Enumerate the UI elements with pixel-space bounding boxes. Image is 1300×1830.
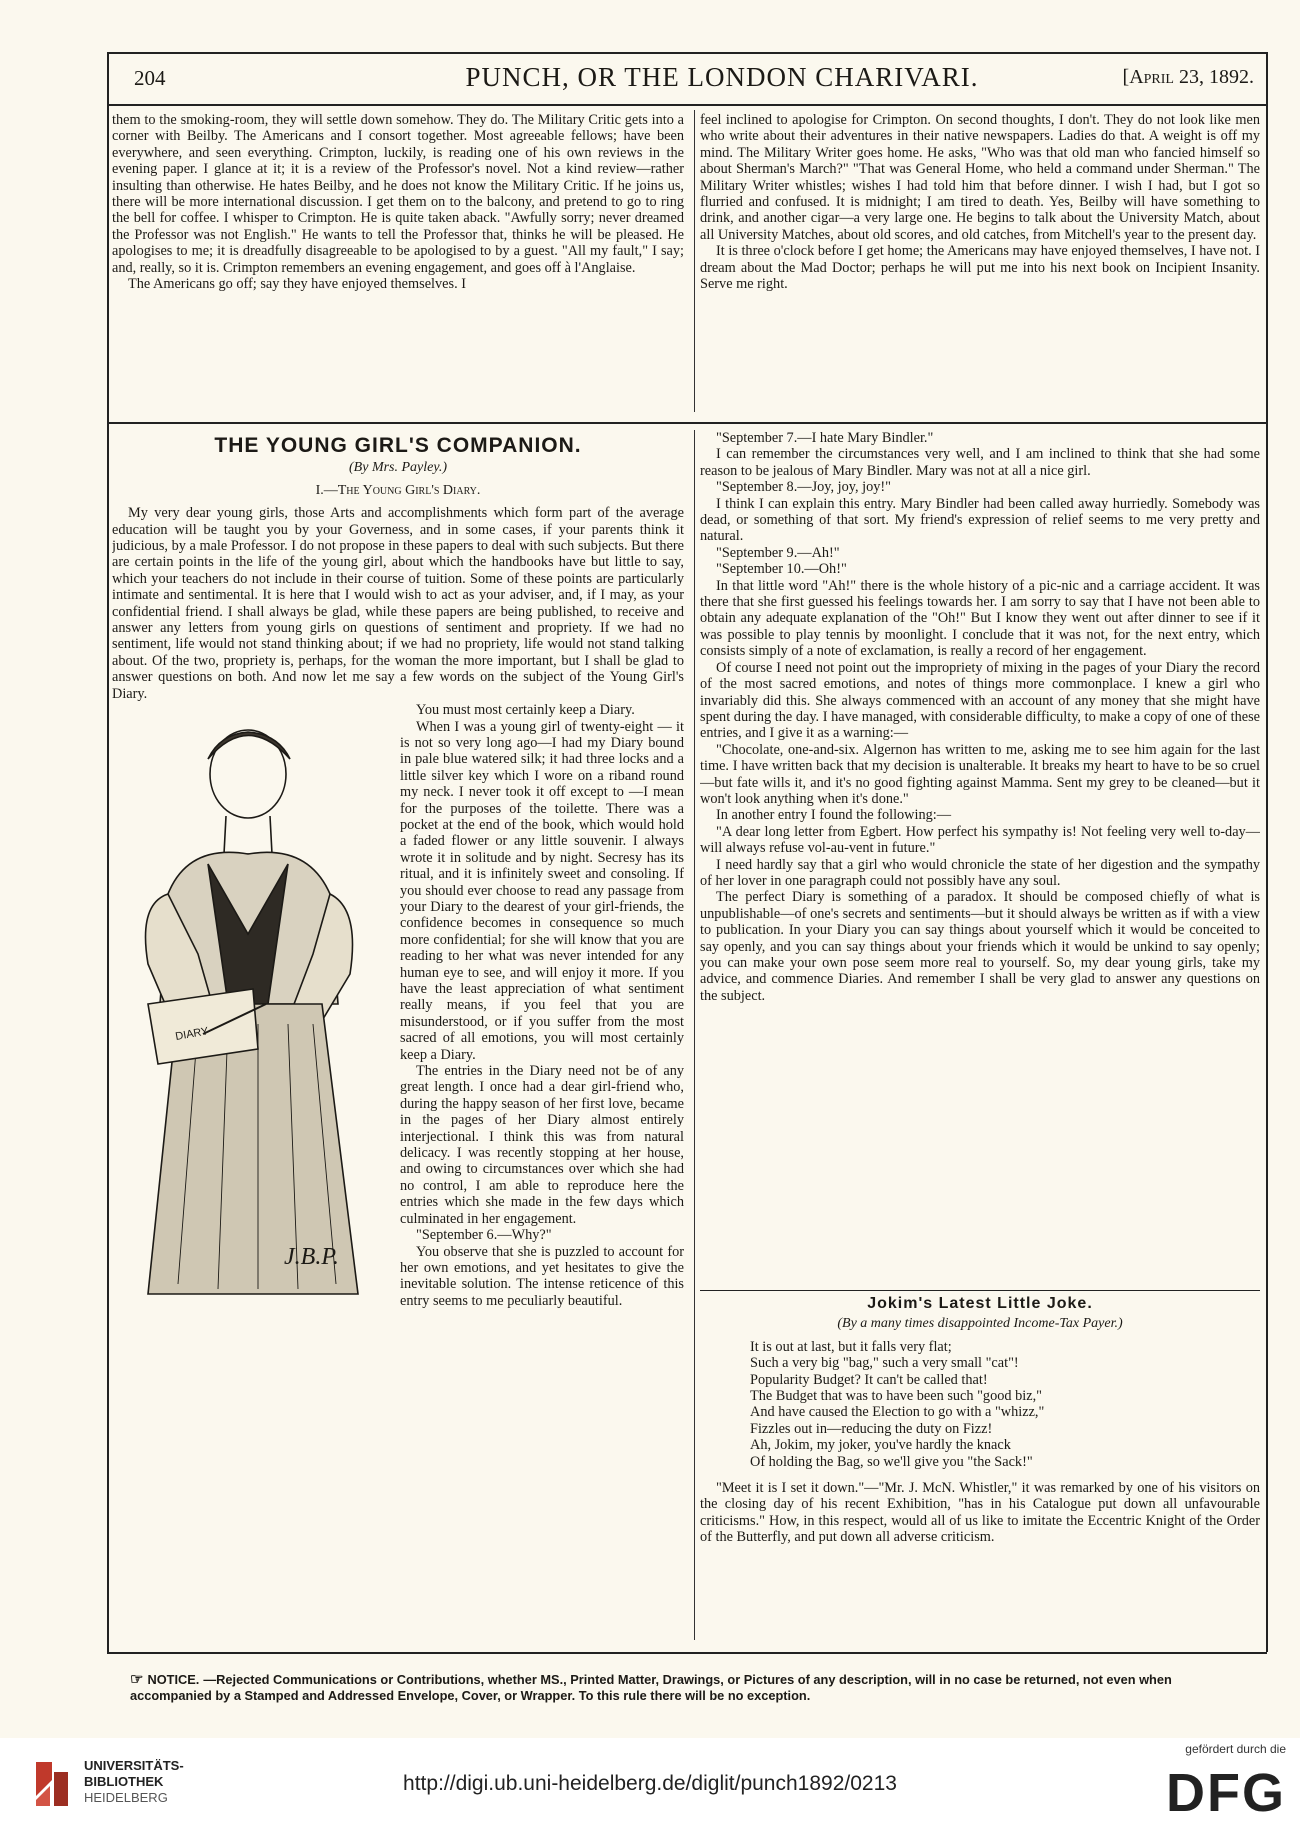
article-paragraph: "September 7.—I hate Mary Bindler."	[716, 430, 934, 446]
article-paragraph: Of course I need not point out the impropriety of mixing in the pages of your Diary the record of the most sacred emotions, and notes of things more commonplace. I knew a girl who invariably did this. She always commenced with an account of any money that she might have spent during the day. I have managed, with considerable difficulty, to make a copy of one of these entries, and I give it as a warning:—	[700, 659, 1260, 742]
notice-block	[130, 1672, 1250, 1704]
digitisation-footer	[0, 1738, 1300, 1830]
top-right-paragraph: It is three o'clock before I get home; the Americans may have enjoyed themselves, I have not. I dream about the Mad Doctor; perhaps he will put me into his next book on Incipient Insanity. Serve me right.	[700, 243, 1260, 293]
notice-label: NOTICE.	[147, 1672, 200, 1687]
funding-caption: gefördert durch die	[1185, 1742, 1286, 1756]
masthead-title: PUNCH, OR THE LONDON CHARIVARI.	[465, 62, 979, 92]
top-right-column	[700, 112, 1260, 412]
article-title: THE YOUNG GIRL'S COMPANION.	[214, 434, 582, 457]
article-paragraph: I think I can explain this entry. Mary Bindler had been called away hurriedly. Somebody was dead, or something of that sort. My friend's expression of relief seems to me very pretty and natural.	[700, 495, 1260, 545]
article-paragraph: "A dear long letter from Egbert. How perfect his sympathy is! Not feeling very well to-day—will always refuse vol-au-vent in future."	[700, 823, 1260, 857]
page-header	[112, 62, 1262, 98]
poem-line: The Budget that was to have been such "good biz,"	[750, 1388, 1042, 1405]
article-paragraph: I can remember the circumstances very well, and I am inclined to think that she had some reason to be jealous of Mary Bindler. Mary was not at all a nice girl.	[700, 446, 1260, 479]
frame-right-rule	[1266, 52, 1268, 1652]
column-divider	[694, 430, 695, 1640]
header-rule	[107, 104, 1268, 106]
article-left-column	[112, 430, 684, 1630]
article-paragraph: You must most certainly keep a Diary.	[416, 702, 635, 719]
article-paragraph: "September 10.—Oh!"	[716, 561, 847, 578]
article-paragraph: "September 8.—Joy, joy, joy!"	[716, 479, 892, 496]
article-right-column	[700, 430, 1260, 1280]
diary-book-label: DIARY	[174, 1025, 210, 1044]
poem-line: And have caused the Election to go with a "whizz,"	[750, 1404, 1045, 1421]
article-paragraph: "September 9.—Ah!"	[716, 544, 840, 561]
jokim-byline: (By a many times disappointed Income-Tax Payer.)	[837, 1316, 1123, 1332]
article-paragraph: "Chocolate, one-and-six. Algernon has written to me, asking me to see him again for the last time. I have written back that my decision is unalterable. It breaks my heart to have to be so cruel—but fate wills it, and it's no good fighting against Mamma. Sent my grey to be cleaned—but it won't look anything when it's done."	[700, 741, 1260, 807]
article-paragraph: My very dear young girls, those Arts and accomplishments which form part of the average education will be taught you by your Governess, and in some cases, if your parents think it judicious, by a male Professor. I do not propose in these papers to deal with such subjects. But there are certain points in the life of the young girl, about which the handbooks have but little to say, which your teachers do not include in their course of tuition. Some of these points are particularly intimate and sentimental. It is here that I would wish to act as your adviser, and, if I may, as your confidential friend. I shall always be glad, while these papers are being published, to receive and answer any letters from young girls on questions of sentiment and propriety. If we had no sentiment, life would not stand thinking about; if we had no propriety, life would not stand talking about. Of the two, propriety is, perhaps, for the woman the more important, but I shall be glad to answer questions on both. And now let me say a few words on the subject of the Young Girl's Diary.	[112, 505, 684, 702]
library-name-line: UNIVERSITÄTS-	[84, 1758, 184, 1773]
article-paragraph: The perfect Diary is something of a paradox. It should be composed chiefly of what is unpublishable—of one's secrets and sentiments—but it should always be written as if with a view to publication. In your Diary you can say things about yourself which it would be conceited to say openly, and you can say things about your friends which it would be unkind to say openly; you can make your own pose seem more real to yourself. So, my dear young girls, take my advice, and commence Diaries. And remember I shall be very glad to answer any questions on the subject.	[700, 889, 1260, 1004]
dfg-logo: DFG	[1166, 1763, 1286, 1823]
jokim-poem	[750, 1339, 1260, 1470]
top-left-column	[112, 112, 684, 412]
girl-writing-diary-illustration	[112, 704, 390, 1302]
whistler-paragraph: "Meet it is I set it down."—"Mr. J. McN. Whistler," it was remarked by one of his visitors on the closing day of his recent Exhibition, "has in his Catalogue put down all unfavourable criticisms." How, in this respect, would all of us like to imitate the Eccentric Knight of the Order of the Butterfly, and put down all adverse criticism.	[700, 1480, 1260, 1546]
article-paragraph: You observe that she is puzzled to account for her own emotions, and yet hesitates to give the inevitable solution. The intense reticence of this entry seems to me peculiarly beautiful.	[400, 1243, 684, 1309]
top-right-paragraph: feel inclined to apologise for Crimpton. On second thoughts, I don't. They do not look like men who write about their adventures in their native newspapers. Ladies do that. A weight is off my mind. The Military Writer goes home. He asks, "Who was that old man who fancied himself so about Sherman's March?" "That was General Home, who held a command under Sherman." The Military Writer whistles; wishes I had told him that before dinner. I wish I had, but I got so flurried and confused. It is midnight; I am tired to death. Yes, Beilby will have something to drink, and another cigar—a very large one. He begins to talk about the University Match, about all University Matches, about old scores, and old catches, from Mitchell's year to the present day.	[700, 112, 1260, 243]
artist-signature: J.B.P.	[284, 1244, 339, 1271]
article-paragraph: In that little word "Ah!" there is the whole history of a pic-nic and a carriage accident. It was there that she first guessed his feelings towards her. I am sorry to say that I have not been able to obtain any adequate explanation of the "Oh!" But I know they went out after dinner to see if it was possible to play tennis by moonlight. I conclude that it was not, for the next entry, which consists simply of a note of exclamation, is really a record of her engagement.	[700, 577, 1260, 660]
poem-line: Fizzles out in—reducing the duty on Fizz!	[750, 1420, 993, 1437]
poem-line: Such a very big "bag," such a very small "cat"!	[750, 1355, 1019, 1372]
page-number: 204	[134, 66, 166, 90]
poem-line: Of holding the Bag, so we'll give you "the Sack!"	[750, 1453, 1033, 1470]
poem-line: It is out at last, but it falls very flat;	[750, 1338, 952, 1355]
article-section-heading: I.—The Young Girl's Diary.	[315, 482, 481, 498]
permalink-url[interactable]: http://digi.ub.uni-heidelberg.de/diglit/punch1892/0213	[403, 1772, 897, 1795]
section-rule	[107, 422, 1267, 424]
jokim-column	[700, 1290, 1260, 1640]
poem-line: Popularity Budget? It can't be called that!	[750, 1371, 988, 1388]
bottom-rule	[107, 1652, 1267, 1654]
article-paragraph: When I was a young girl of twenty-eight — it is not so very long ago—I had my Diary bound in pale blue watered silk; it had three locks and a little silver key which I wore on a riband round my neck. I never took it off except to —I mean for the purposes of the toilette. There was a pocket at the end of the book, which would hold a faded flower or any little souvenir. I always wrote it in solitude and by night. Secresy has its ritual, and it is infinitely sweet and consoling. If you should ever choose to read any passage from your Diary to the dearest of your girl-friends, the confidence becomes in consequence so much more confidential; for she will know that you are reading to her what was never intended for any human eye to see, and will enjoy it more. If you have the least appreciation of what sentiment really means, if you feel that you are misunderstood, or if you suffer from the most sacred of all emotions, you will most certainly keep a Diary.	[400, 718, 684, 1063]
library-name-line: BIBLIOTHEK	[84, 1774, 164, 1789]
top-left-paragraph: The Americans go off; say they have enjoyed themselves. I	[128, 276, 466, 293]
column-divider	[694, 110, 695, 412]
pointing-hand-icon: ☞	[130, 1671, 144, 1688]
jokim-rule	[700, 1290, 1260, 1291]
notice-text: —Rejected Communications or Contributions, whether MS., Printed Matter, Drawings, or Pictures of any description, will in no case be returned, not even when accompanied by a Stamped and Addressed Envelope, Cover, or Wrapper. To this rule there will be no exception.	[130, 1672, 1172, 1703]
poem-line: Ah, Jokim, my joker, you've hardly the knack	[750, 1437, 1011, 1454]
article-paragraph: The entries in the Diary need not be of any great length. I once had a dear girl-friend who, during the happy season of her first love, became in the pages of her Diary almost entirely interjectional. I think this was from natural delicacy. I was recently stopping at her house, and owing to circumstances over which she had no control, I am able to reproduce here the entries which she made in the few days which culminated in her engagement.	[400, 1063, 684, 1227]
article-paragraph: I need hardly say that a girl who would chronicle the state of her digestion and the sympathy of her lover in one paragraph could not possibly have any soul.	[700, 856, 1260, 889]
article-byline: (By Mrs. Payley.)	[349, 460, 447, 476]
frame-left-rule	[107, 52, 109, 1652]
jokim-title: Jokim's Latest Little Joke.	[867, 1295, 1093, 1312]
article-paragraph: "September 6.—Why?"	[416, 1227, 552, 1244]
article-paragraph: In another entry I found the following:—	[716, 807, 952, 824]
top-left-paragraph: them to the smoking-room, they will settle down somehow. They do. The Military Critic gets into a corner with Beilby. The Americans and I consort together. Most agreeable fellows; have been everywhere, and seen everything. Crimpton, luckily, is reading one of his own reviews in the evening paper. I glance at it; it is a review of the Professor's novel. Not a kind review—rather insulting than otherwise. He hates Beilby, and he does not know the Military Critic. If he joins us, there will be more international discussion. I get them on to the balcony, and pretend to go to ring the bell for coffee. I whisper to Crimpton. He is quite taken aback. "Awfully sorry; never dreamed the Professor was not English." He wants to tell the Professor that, thinks he will be pleased. He apologises to me; it is dreadfully disagreeable to be apologised to by a guest. "All my fault," I say; and, really, so it is. Crimpton remembers an evening engagement, and goes off à l'Anglaise.	[112, 112, 684, 276]
frame-top-rule	[107, 52, 1268, 54]
issue-date: [April 23, 1892.	[1122, 66, 1254, 88]
library-city: HEIDELBERG	[84, 1790, 168, 1805]
